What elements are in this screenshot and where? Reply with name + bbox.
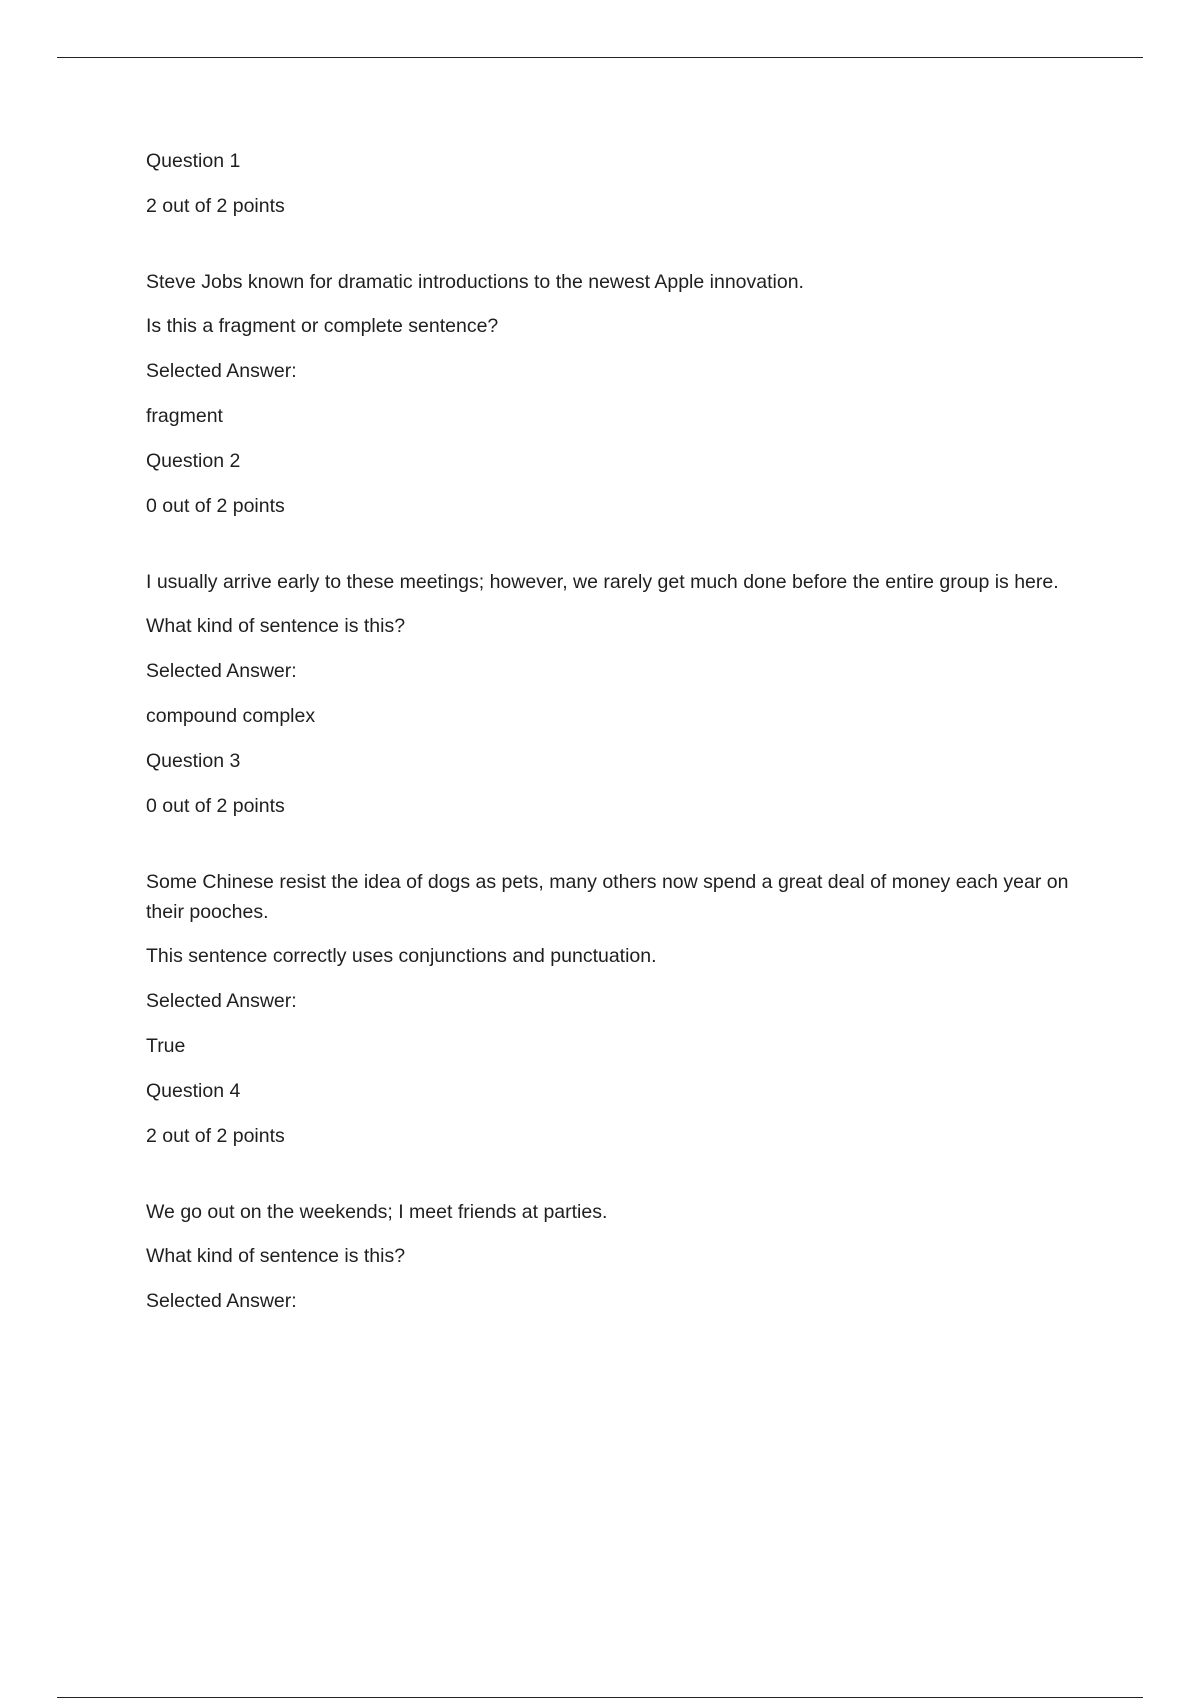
selected-answer-label: Selected Answer: [146, 660, 297, 682]
question-prompt: Some Chinese resist the idea of dogs as pets, many others now spend a great deal of money each year on their pooches. [146, 871, 1069, 923]
question-label: Question 3 [146, 750, 241, 772]
selected-answer-label: Selected Answer: [146, 990, 297, 1012]
question-prompt: We go out on the weekends; I meet friends at parties. [146, 1201, 608, 1223]
question-2 [146, 446, 1076, 731]
question-points: 2 out of 2 points [146, 1125, 285, 1147]
selected-answer-label: Selected Answer: [146, 360, 297, 382]
question-1 [146, 146, 1076, 431]
question-points: 2 out of 2 points [146, 195, 285, 217]
selected-answer-value: fragment [146, 405, 223, 427]
question-instruction: This sentence correctly uses conjunctions and punctuation. [146, 945, 657, 967]
question-points: 0 out of 2 points [146, 795, 285, 817]
question-instruction: What kind of sentence is this? [146, 615, 406, 637]
question-4 [146, 1076, 1076, 1316]
question-label: Question 4 [146, 1080, 241, 1102]
selected-answer-value: True [146, 1035, 186, 1057]
question-instruction: What kind of sentence is this? [146, 1245, 406, 1267]
quiz-results [146, 146, 1076, 1331]
selected-answer-value: compound complex [146, 705, 316, 727]
selected-answer-label: Selected Answer: [146, 1290, 297, 1312]
question-points: 0 out of 2 points [146, 495, 285, 517]
question-prompt: I usually arrive early to these meetings; however, we rarely get much done before the entire group is here. [146, 571, 1059, 593]
footer-rule [57, 1697, 1143, 1698]
question-prompt: Steve Jobs known for dramatic introductions to the newest Apple innovation. [146, 271, 804, 293]
question-3 [146, 746, 1076, 1061]
question-label: Question 1 [146, 150, 241, 172]
question-instruction: Is this a fragment or complete sentence? [146, 315, 499, 337]
header-rule [57, 57, 1143, 58]
question-label: Question 2 [146, 450, 241, 472]
